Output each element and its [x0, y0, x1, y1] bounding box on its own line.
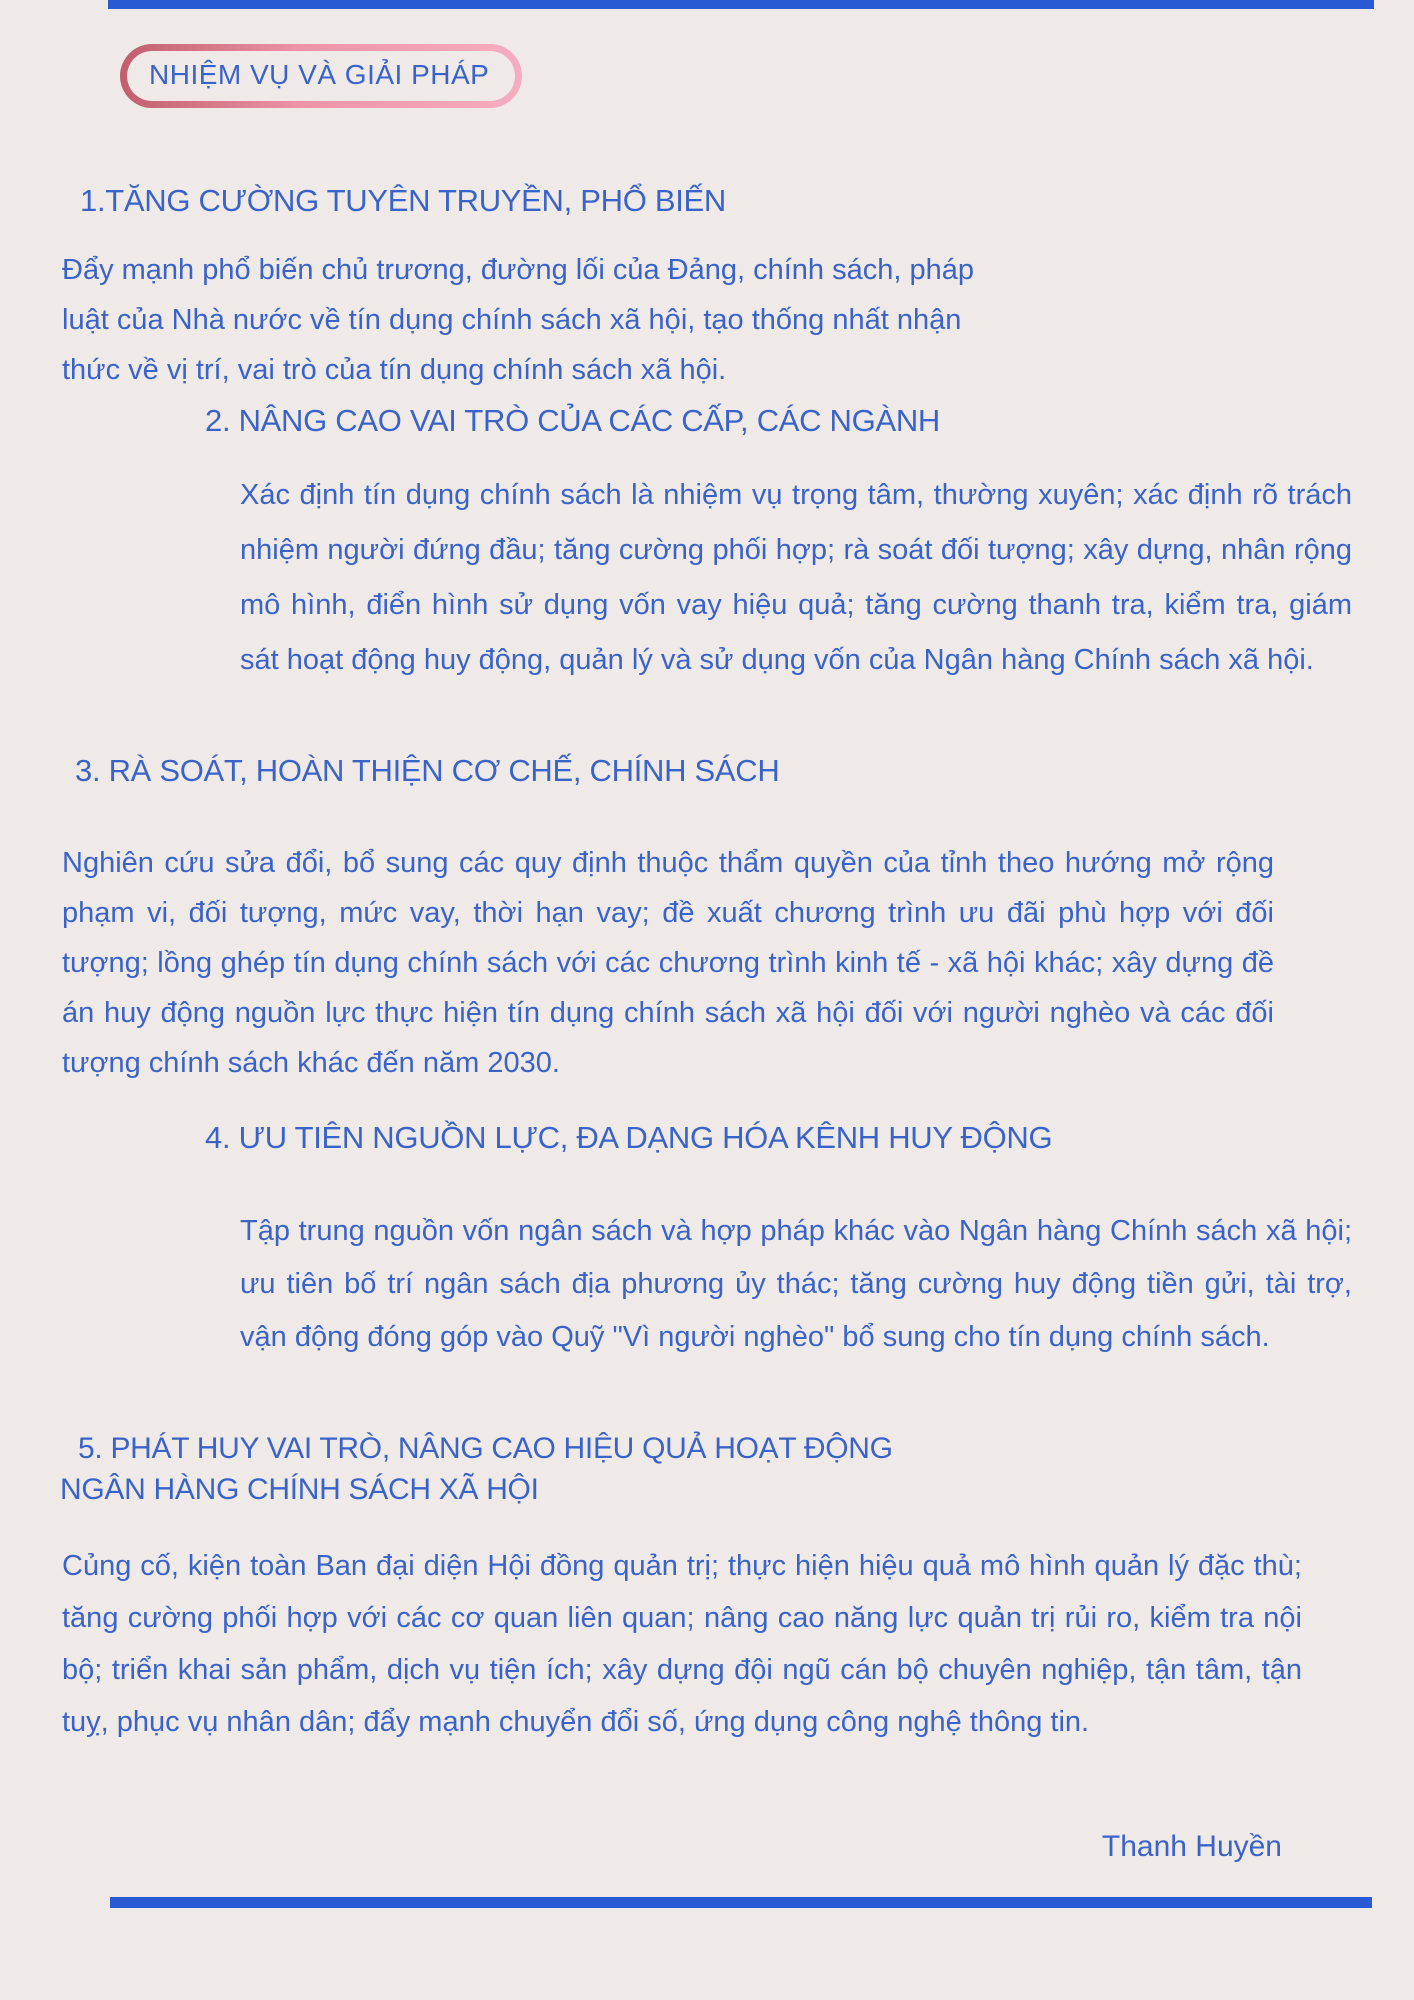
section-1-body: Đẩy mạnh phổ biến chủ trương, đường lối của Đảng, chính sách, pháp luật của Nhà nước về tín dụng chính sách xã hội, tạo thống nhất nhận thức về vị trí, vai trò của tín dụng chính sách xã hội.	[62, 254, 974, 386]
title-capsule-border	[120, 44, 522, 108]
section-4-heading: 4. ƯU TIÊN NGUỒN LỰC, ĐA DẠNG HÓA KÊNH HUY ĐỘNG	[205, 1120, 1053, 1155]
section-5-heading: 5. PHÁT HUY VAI TRÒ, NÂNG CAO HIỆU QUẢ HOẠT ĐỘNG NGÂN HÀNG CHÍNH SÁCH XÃ HỘI	[60, 1432, 893, 1506]
section-1-heading: 1.TĂNG CƯỜNG TUYÊN TRUYỀN, PHỔ BIẾN	[80, 183, 727, 218]
page-title: NHIỆM VỤ VÀ GIẢI PHÁP	[149, 59, 490, 90]
section-2-body: Xác định tín dụng chính sách là nhiệm vụ trọng tâm, thường xuyên; xác định rõ trách nhiệm người đứng đầu; tăng cường phối hợp; rà soát đối tượng; xây dựng, nhân rộng mô hình, điển hình sử dụng vốn vay hiệu quả; tăng cường thanh tra, kiểm tra, giám sát hoạt động huy động, quản lý và sử dụng vốn của Ngân hàng Chính sách xã hội.	[240, 479, 1352, 676]
bottom-divider-bar	[110, 1897, 1372, 1908]
section-5-body: Củng cố, kiện toàn Ban đại diện Hội đồng quản trị; thực hiện hiệu quả mô hình quản lý đặc thù; tăng cường phối hợp với các cơ quan liên quan; nâng cao năng lực quản trị rủi ro, kiểm tra nội bộ; triển khai sản phẩm, dịch vụ tiện ích; xây dựng đội ngũ cán bộ chuyên nghiệp, tận tâm, tận tuỵ, phục vụ nhân dân; đẩy mạnh chuyển đổi số, ứng dụng công nghệ thông tin.	[62, 1550, 1302, 1738]
top-divider-bar	[108, 0, 1374, 9]
title-capsule-inner	[127, 51, 515, 101]
section-3-body: Nghiên cứu sửa đổi, bổ sung các quy định thuộc thẩm quyền của tỉnh theo hướng mở rộng phạm vi, đối tượng, mức vay, thời hạn vay; đề xuất chương trình ưu đãi phù hợp với đối tượng; lồng ghép tín dụng chính sách với các chương trình kinh tế - xã hội khác; xây dựng đề án huy động nguồn lực thực hiện tín dụng chính sách xã hội đối với người nghèo và các đối tượng chính sách khác đến năm 2030.	[62, 847, 1274, 1079]
section-2-heading: 2. NÂNG CAO VAI TRÒ CỦA CÁC CẤP, CÁC NGÀNH	[205, 403, 941, 438]
section-4-body: Tập trung nguồn vốn ngân sách và hợp pháp khác vào Ngân hàng Chính sách xã hội; ưu tiên bố trí ngân sách địa phương ủy thác; tăng cường huy động tiền gửi, tài trợ, vận động đóng góp vào Quỹ "Vì người nghèo" bổ sung cho tín dụng chính sách.	[240, 1215, 1352, 1353]
section-3-heading: 3. RÀ SOÁT, HOÀN THIỆN CƠ CHẾ, CHÍNH SÁCH	[75, 753, 780, 788]
author-signature: Thanh Huyền	[1101, 1830, 1282, 1863]
